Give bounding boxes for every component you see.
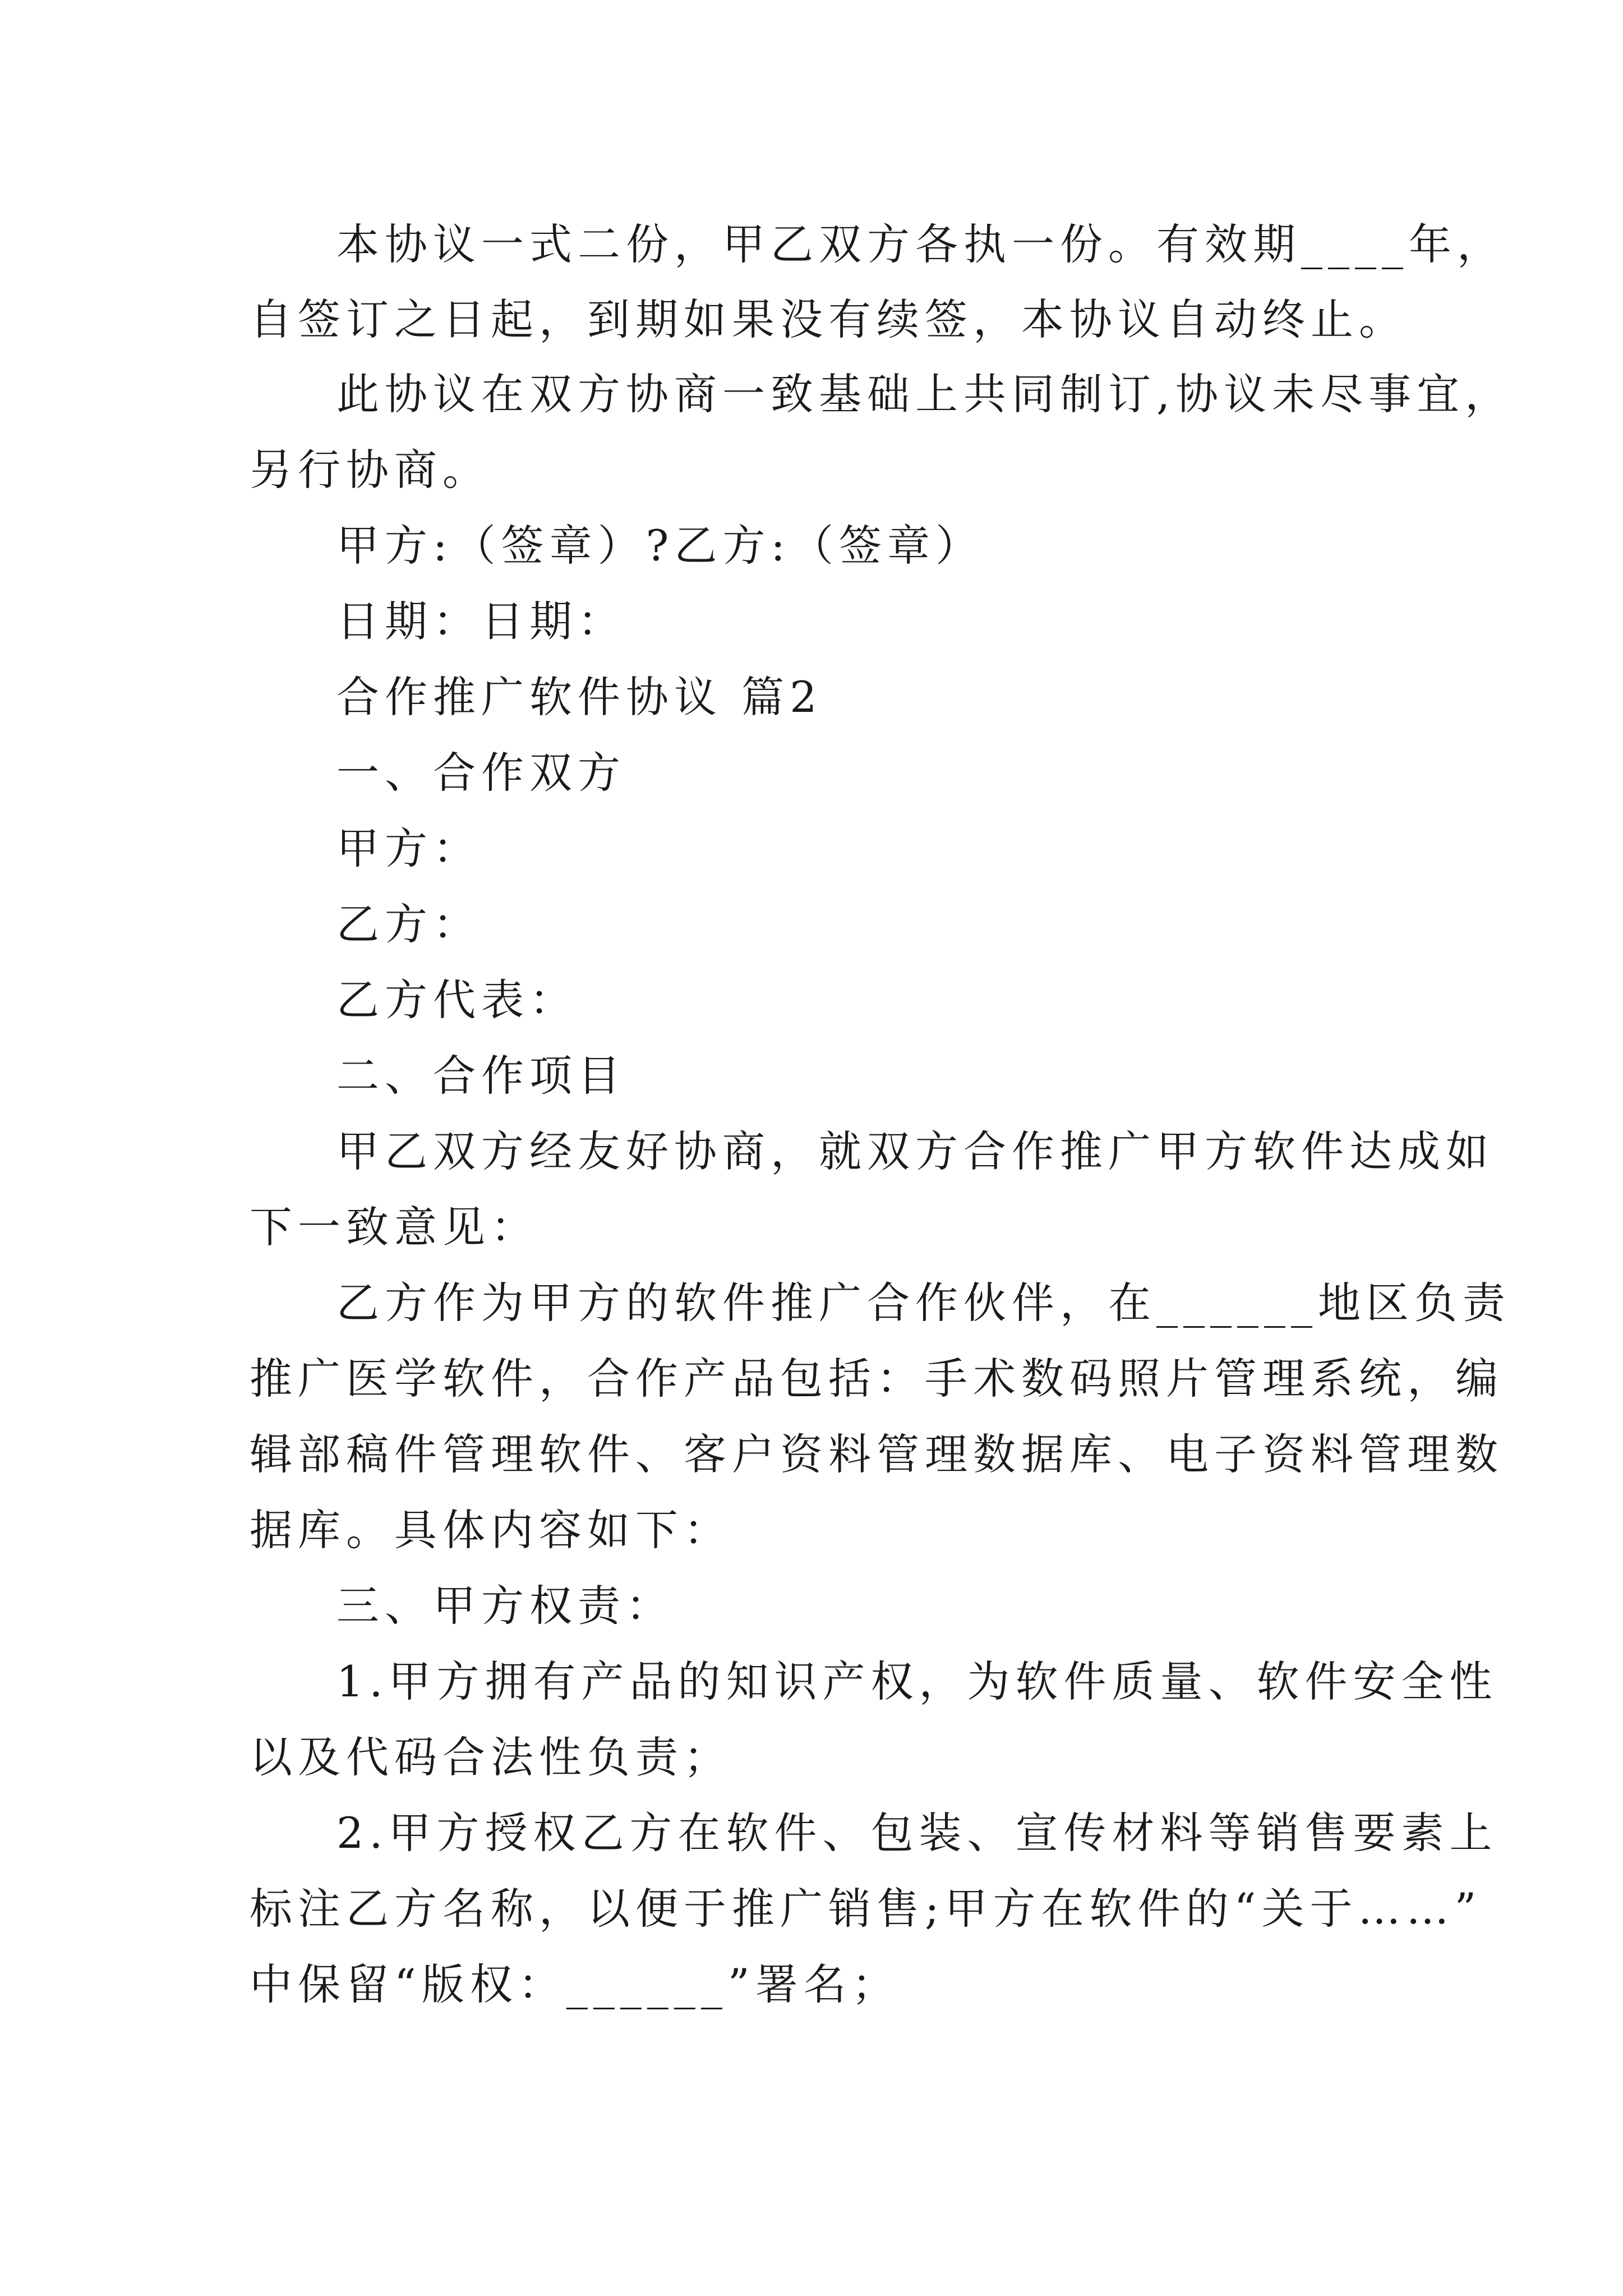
clause-2-line-1: 2.甲方授权乙方在软件、包装、宣传材料等销售要素上 [336, 1808, 1498, 1858]
signature-line: 甲方:（签章）?乙方:（签章） [336, 521, 984, 570]
paragraph-agreement-line-1: 甲乙双方经友好协商，就双方合作推广甲方软件达成如 [336, 1126, 1494, 1176]
paragraph-scope-line-1: 乙方作为甲方的软件推广合作伙伴，在______地区负责 [336, 1278, 1511, 1328]
paragraph-negotiation-line-2: 另行协商。 [250, 445, 491, 495]
paragraph-scope-line-2: 推广医学软件，合作产品包括：手术数码照片管理系统，编 [250, 1354, 1504, 1404]
party-a-field: 甲方： [336, 823, 481, 873]
paragraph-scope-line-4: 据库。具体内容如下： [250, 1505, 732, 1555]
clause-2-line-2: 标注乙方名称，以便于推广销售;甲方在软件的“关于……” [250, 1884, 1482, 1934]
heading-parties: 一、合作双方 [336, 748, 626, 798]
party-b-field: 乙方： [336, 899, 481, 949]
section-title: 合作推广软件协议 篇2 [336, 672, 823, 722]
date-line: 日期：日期： [336, 596, 626, 646]
paragraph-validity-line-2: 自签订之日起，到期如果没有续签，本协议自动终止。 [250, 295, 1407, 344]
clause-2-line-3: 中保留“版权：______”署名； [250, 1959, 900, 2009]
paragraph-negotiation-line-1: 此协议在双方协商一致基础上共同制订,协议未尽事宜， [336, 369, 1514, 419]
paragraph-scope-line-3: 辑部稿件管理软件、客户资料管理数据库、电子资料管理数 [250, 1429, 1504, 1479]
heading-party-a-rights: 三、甲方权责： [336, 1581, 674, 1631]
clause-1-line-1: 1.甲方拥有产品的知识产权，为软件质量、软件安全性 [336, 1657, 1498, 1706]
clause-1-line-2: 以及代码合法性负责； [250, 1732, 732, 1782]
party-b-representative-field: 乙方代表： [336, 975, 578, 1025]
paragraph-validity-line-1: 本协议一式二份，甲乙双方各执一份。有效期____年， [336, 219, 1505, 269]
paragraph-agreement-line-2: 下一致意见： [250, 1202, 539, 1252]
heading-project: 二、合作项目 [336, 1051, 626, 1101]
